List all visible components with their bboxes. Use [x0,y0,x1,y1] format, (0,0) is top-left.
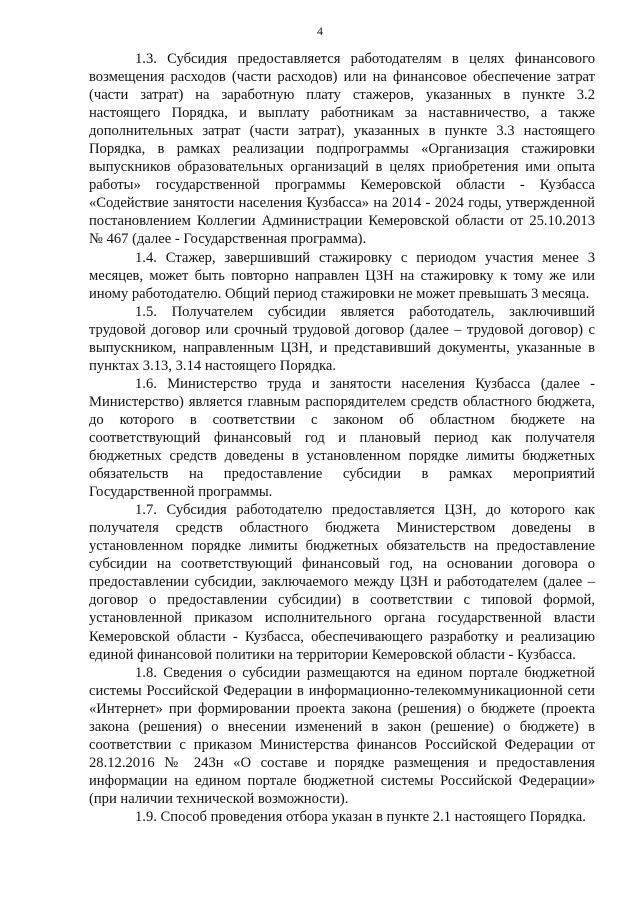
paragraph-1-5: 1.5. Получателем субсидии является работодатель, заключивший трудовой договор или срочный трудовой договор (далее – трудовой договор) с выпускником, направленным ЦЗН, и представивший документы, указанные в пунктах 3.13, 3.14 настоящего Порядка. [89,303,595,374]
document-body [89,50,595,826]
paragraph-1-9: 1.9. Способ проведения отбора указан в пункте 2.1 настоящего Порядка. [135,808,586,825]
page-number: 4 [317,24,323,38]
paragraph-1-6: 1.6. Министерство труда и занятости населения Кузбасса (далее - Министерство) является главным распорядителем средств областного бюджета, до которого в соответствии с законом об областном бюджете на соответствующий финансовый год и плановый период как получателя бюджетных средств доведены в установленном порядке лимиты бюджетных обязательств на предоставление субсидии в рамках мероприятий Государственной программы. [89,375,595,501]
paragraph-1-3: 1.3. Субсидия предоставляется работодателям в целях финансового возмещения расходов (части расходов) или на финансовое обеспечение затрат (части затрат) на заработную плату стажеров, указанных в пункте 3.2 настоящего Порядка, и выплату работникам за наставничество, а также дополнительных затрат (части затрат), указанных в пункте 3.3 настоящего Порядка, в рамках реализации подпрограммы «Организация стажировки выпускников образовательных организаций в целях приобретения ими опыта работы» государственной программы Кемеровской области - Кузбасса «Содействие занятости населения Кузбасса» на 2014 - 2024 годы, утвержденной постановлением Коллегии Администрации Кемеровской области от 25.10.2013 № 467 (далее - Государственная программа). [89,51,595,248]
paragraph-1-7: 1.7. Субсидия работодателю предоставляется ЦЗН, до которого как получателя средств областного бюджета Министерством доведены в установленном порядке лимиты бюджетных обязательств на предоставление субсидии на соответствующий финансовый год, на основании договора о предоставлении субсидии, заключаемого между ЦЗН и работодателем (далее – договор о предоставлении субсидии) в соответствии с типовой формой, установленной приказом исполнительного органа государственной власти Кемеровской области - Кузбасса, обеспечивающего разработку и реализацию единой финансовой политики на территории Кемеровской области - Кузбасса. [89,502,595,663]
paragraph-1-8: 1.8. Сведения о субсидии размещаются на едином портале бюджетной системы Российской Федерации в информационно-телекоммуникационной сети «Интернет» при формировании проекта закона (решения) о бюджете (проекта закона (решения) о внесении изменений в закон (решение) о бюджете) в соответствии с приказом Министерства финансов Российской Федерации от 28.12.2016 № 243н «О составе и порядке размещения и предоставления информации на едином портале бюджетной системы Российской Федерации» (при наличии технической возможности). [89,664,595,807]
paragraph-1-4: 1.4. Стажер, завершивший стажировку с периодом участия менее 3 месяцев, может быть повторно направлен ЦЗН на стажировку к тому же или иному работодателю. Общий период стажировки не может превышать 3 месяца. [89,249,595,302]
